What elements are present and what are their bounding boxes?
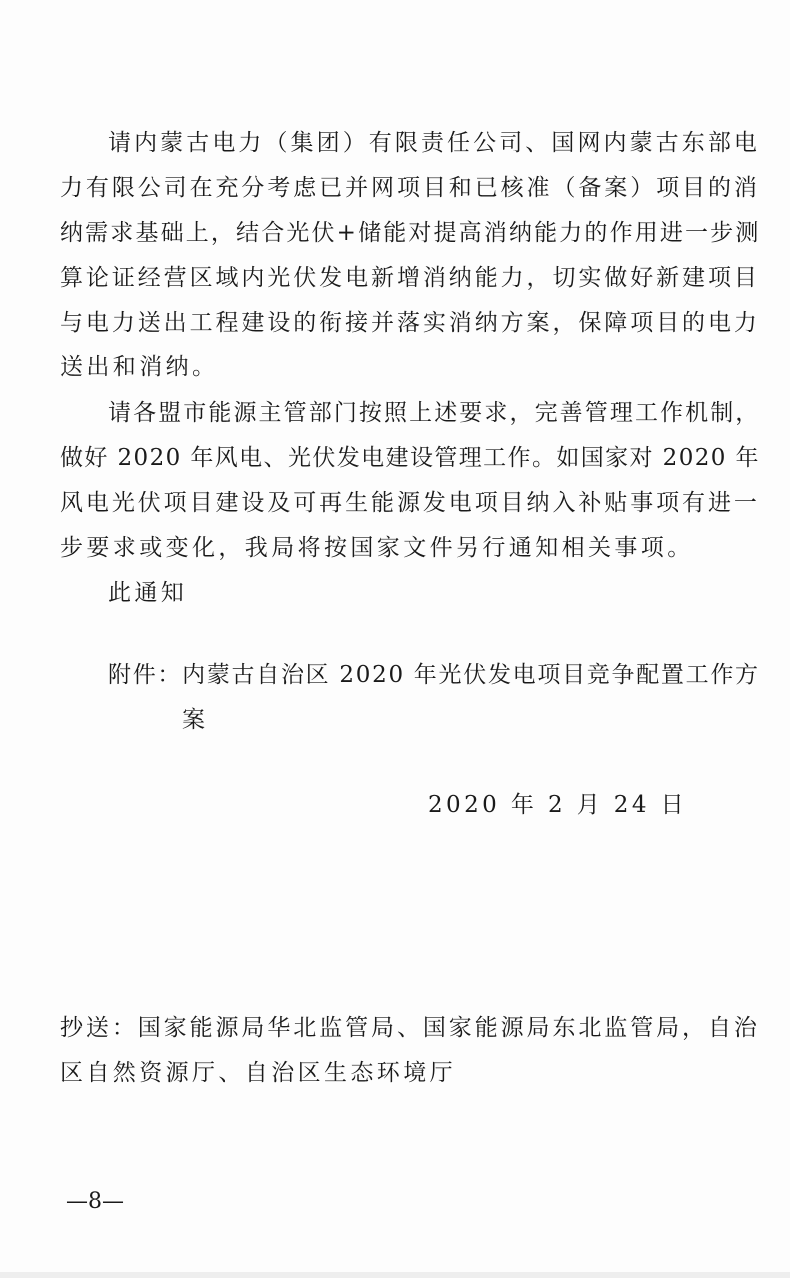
document-date: 2020 年 2 月 24 日 <box>428 792 687 818</box>
attachment-line-2: 案 <box>182 707 209 733</box>
paragraph-2-line-3: 风电光伏项目建设及可再生能源发电项目纳入补贴事项有进一 <box>60 490 760 516</box>
paragraph-1-line-3: 纳需求基础上，结合光伏+储能对提高消纳能力的作用进一步测 <box>60 220 761 246</box>
paragraph-2-line-2: 做好 2020 年风电、光伏发电建设管理工作。如国家对 2020 年 <box>60 445 760 471</box>
paragraph-1-line-6: 送出和消纳。 <box>60 354 219 380</box>
page-number: —8— <box>66 1189 124 1214</box>
paragraph-1-line-4: 算论证经营区域内光伏发电新增消纳能力，切实做好新建项目 <box>60 265 760 291</box>
bottom-edge <box>0 1272 790 1278</box>
paragraph-1-line-5: 与电力送出工程建设的衔接并落实消纳方案，保障项目的电力 <box>60 310 760 336</box>
attachment-line-1: 附件：内蒙古自治区 2020 年光伏发电项目竞争配置工作方 <box>108 662 760 688</box>
paragraph-1-line-2: 力有限公司在充分考虑已并网项目和已核准（备案）项目的消 <box>60 175 760 201</box>
closing-text: 此通知 <box>108 580 188 606</box>
paragraph-1-line-1: 请内蒙古电力（集团）有限责任公司、国网内蒙古东部电 <box>108 130 760 156</box>
cc-line-2: 区自然资源厅、自治区生态环境厅 <box>60 1060 456 1086</box>
cc-line-1: 抄送：国家能源局华北监管局、国家能源局东北监管局，自治 <box>60 1015 760 1041</box>
paragraph-2-line-1: 请各盟市能源主管部门按照上述要求，完善管理工作机制， <box>108 400 761 426</box>
paragraph-2-line-4: 步要求或变化，我局将按国家文件另行通知相关事项。 <box>60 535 694 561</box>
